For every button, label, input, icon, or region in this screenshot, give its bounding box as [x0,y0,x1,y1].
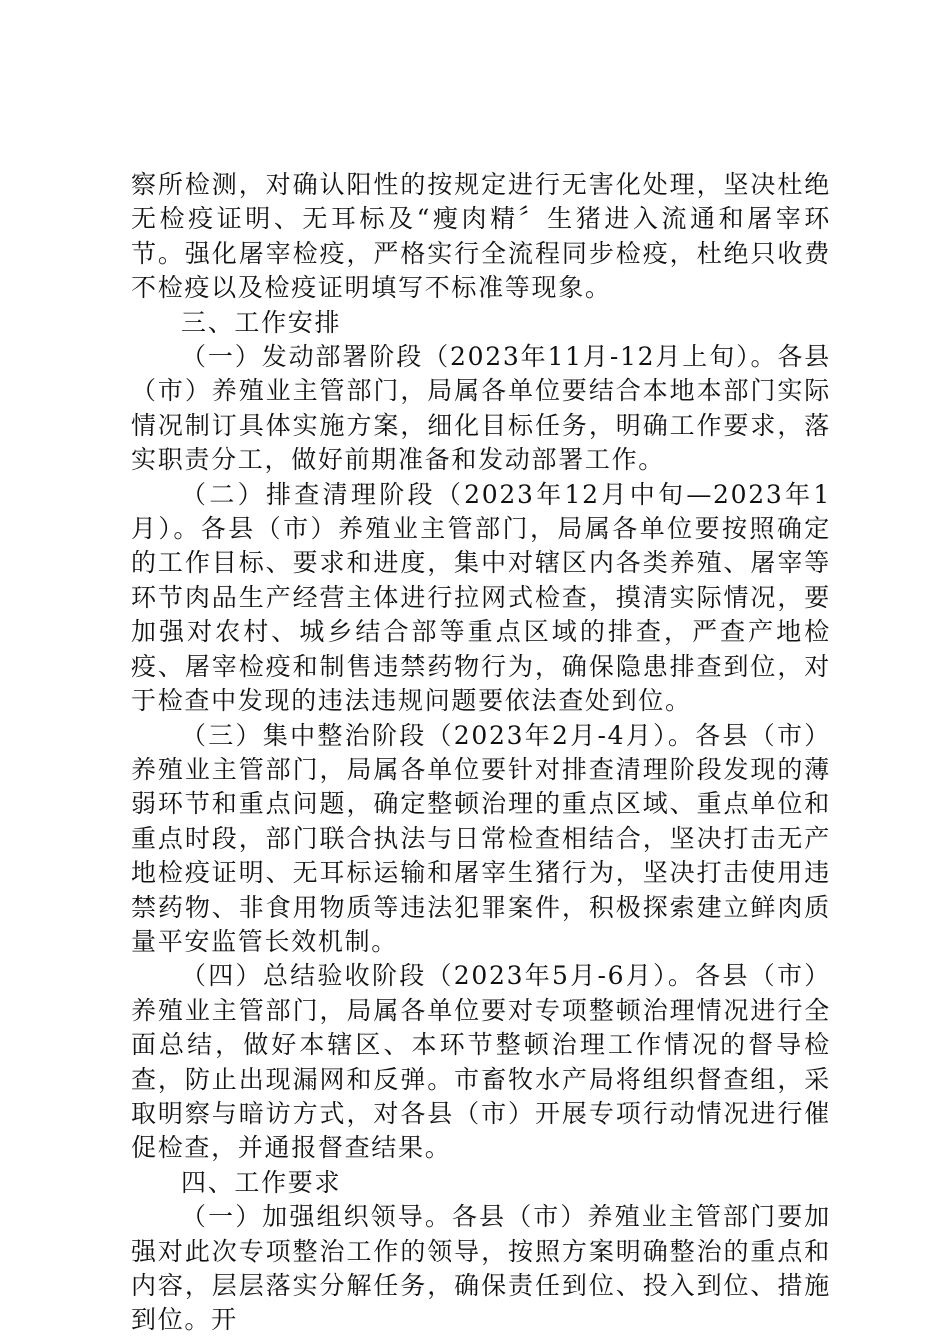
paragraph-stage-4-summary: （四）总结验收阶段（2023年5月-6月）。各县（市）养殖业主管部门，局属各单位要对专项整顿治理情况进行全面总结，做好本辖区、本环节整顿治理工作情况的督导检查，防止出现漏网和反弹。市畜牧水产局将组织督查组，采取明察与暗访方式，对各县（市）开展专项行动情况进行催促检查，并通报督查结果。 [131,961,831,1163]
document-body [131,168,831,1338]
paragraph-requirement-1-leadership: （一）加强组织领导。各县（市）养殖业主管部门要加强对此次专项整治工作的领导，按照方案明确整治的重点和内容，层层落实分解任务，确保责任到位、投入到位、措施到位。开 [131,1202,831,1335]
paragraph-stage-2-investigation: （二）排查清理阶段（2023年12月中旬—2023年1月）。各县（市）养殖业主管部门，局属各单位要按照确定的工作目标、要求和进度，集中对辖区内各类养殖、屠宰等环节肉品生产经营主体进行拉网式检查，摸清实际情况，要加强对农村、城乡结合部等重点区域的排查，严查产地检疫、屠宰检疫和制售违禁药物行为，确保隐患排查到位，对于检查中发现的违法违规问题要依法查处到位。 [131,479,831,716]
paragraph-stage-3-rectification: （三）集中整治阶段（2023年2月-4月）。各县（市）养殖业主管部门，局属各单位要针对排查清理阶段发现的薄弱环节和重点问题，确定整顿治理的重点区域、重点单位和重点时段，部门联合执法与日常检查相结合，坚决打击无产地检疫证明、无耳标运输和屠宰生猪行为，坚决打击使用违禁药物、非食用物质等违法犯罪案件，积极探索建立鲜肉质量平安监管长效机制。 [131,720,831,956]
paragraph-stage-1-deployment: （一）发动部署阶段（2023年11月-12月上旬）。各县（市）养殖业主管部门，局属各单位要结合本地本部门实际情况制订具体实施方案，细化目标任务，明确工作要求，落实职责分工，做好前期准备和发动部署工作。 [131,342,831,475]
section-heading-work-arrangement: 三、工作安排 [181,307,342,337]
paragraph-inspection-continued: 察所检测，对确认阳性的按规定进行无害化处理，坚决杜绝无检疫证明、无耳标及“瘦肉精〞生猪进入流通和屠宰环节。强化屠宰检疫，严格实行全流程同步检疫，杜绝只收费不检疫以及检疫证明填写不标准等现象。 [131,170,831,303]
section-heading-work-requirements: 四、工作要求 [181,1167,342,1197]
